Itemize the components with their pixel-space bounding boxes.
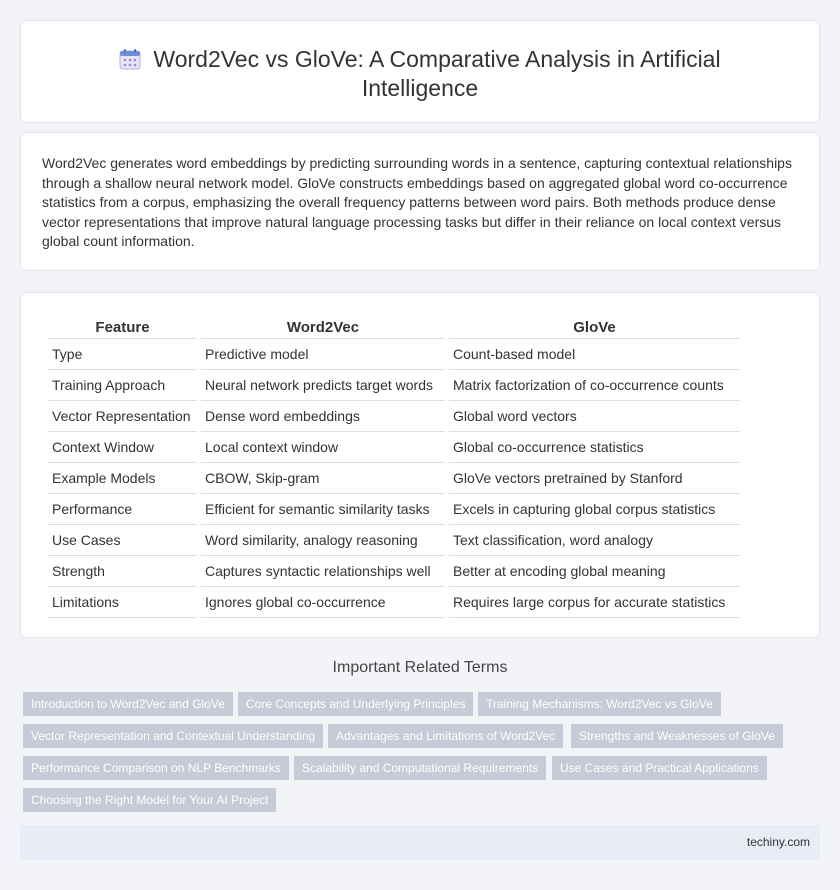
cell-feature: Performance — [48, 494, 197, 525]
related-term-tag[interactable]: Introduction to Word2Vec and GloVe — [23, 692, 233, 716]
related-term-tag[interactable]: Scalability and Computational Requirements — [294, 756, 546, 780]
cell-word2vec: Captures syntactic relationships well — [201, 556, 445, 587]
comparison-card — [20, 292, 820, 638]
header-glove: GloVe — [449, 315, 740, 339]
header-feature: Feature — [48, 315, 197, 339]
cell-feature: Training Approach — [48, 370, 197, 401]
cell-word2vec: Word similarity, analogy reasoning — [201, 525, 445, 556]
related-term-tag[interactable]: Use Cases and Practical Applications — [552, 756, 767, 780]
intro-paragraph: Word2Vec generates word embeddings by predicting surrounding words in a sentence, capturing contextual relationships through a shallow neural network model. GloVe constructs embeddings based on aggregated global word co-occurrence statistics from a corpus, emphasizing the overall frequency patterns between word pairs. Both methods produce dense vector representations that improve natural language processing tasks but differ in their reliance on local context versus global count information. — [42, 155, 792, 250]
table-row — [48, 587, 740, 618]
related-term-tag[interactable]: Training Mechanisms: Word2Vec vs GloVe — [478, 692, 721, 716]
footer — [20, 825, 820, 860]
related-term-tag[interactable]: Choosing the Right Model for Your AI Project — [23, 788, 276, 812]
intro-card — [20, 132, 820, 271]
cell-glove: Better at encoding global meaning — [449, 556, 740, 587]
title-line-1: Word2Vec vs GloVe: A Comparative Analysis in Artificial — [153, 46, 721, 72]
related-term-tag[interactable]: Strengths and Weaknesses of GloVe — [571, 724, 783, 748]
cell-feature: Strength — [48, 556, 197, 587]
cell-feature: Vector Representation — [48, 401, 197, 432]
table-row — [48, 370, 740, 401]
cell-word2vec: Ignores global co-occurrence — [201, 587, 445, 618]
table-row — [48, 494, 740, 525]
table-row — [48, 432, 740, 463]
table-row — [48, 401, 740, 432]
cell-word2vec: Predictive model — [201, 339, 445, 370]
header-word2vec: Word2Vec — [201, 315, 445, 339]
cell-glove: Requires large corpus for accurate statistics — [449, 587, 740, 618]
cell-glove: Global co-occurrence statistics — [449, 432, 740, 463]
cell-glove: Text classification, word analogy — [449, 525, 740, 556]
comparison-table — [44, 315, 744, 618]
cell-word2vec: Efficient for semantic similarity tasks — [201, 494, 445, 525]
cell-glove: Matrix factorization of co-occurrence counts — [449, 370, 740, 401]
table-row — [48, 556, 740, 587]
cell-feature: Use Cases — [48, 525, 197, 556]
table-body — [48, 339, 740, 618]
cell-glove: Excels in capturing global corpus statistics — [449, 494, 740, 525]
related-term-tag[interactable]: Vector Representation and Contextual Understanding — [23, 724, 323, 748]
cell-glove: Count-based model — [449, 339, 740, 370]
cell-glove: GloVe vectors pretrained by Stanford — [449, 463, 740, 494]
related-term-tag[interactable]: Advantages and Limitations of Word2Vec — [328, 724, 563, 748]
cell-feature: Context Window — [48, 432, 197, 463]
related-term-tag[interactable]: Core Concepts and Underlying Principles — [238, 692, 473, 716]
related-terms-title: Important Related Terms — [332, 659, 508, 676]
title-line-2: Intelligence — [361, 75, 479, 101]
table-row — [48, 463, 740, 494]
footer-site: techiny.com — [746, 835, 810, 849]
table-row — [48, 339, 740, 370]
page-title — [21, 45, 819, 103]
cell-feature: Type — [48, 339, 197, 370]
cell-feature: Example Models — [48, 463, 197, 494]
header-card — [20, 20, 820, 123]
cell-word2vec: Local context window — [201, 432, 445, 463]
cell-glove: Global word vectors — [449, 401, 740, 432]
related-term-tag[interactable]: Performance Comparison on NLP Benchmarks — [23, 756, 289, 780]
table-row — [48, 525, 740, 556]
cell-word2vec: Dense word embeddings — [201, 401, 445, 432]
table-header-row — [48, 315, 740, 339]
cell-word2vec: CBOW, Skip-gram — [201, 463, 445, 494]
calendar-icon — [119, 48, 141, 70]
cell-word2vec: Neural network predicts target words — [201, 370, 445, 401]
cell-feature: Limitations — [48, 587, 197, 618]
